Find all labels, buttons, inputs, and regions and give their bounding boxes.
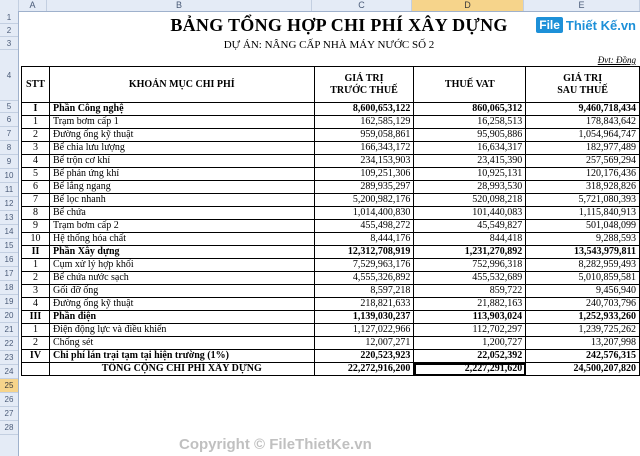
unit-label: Đvt: Đồng [597,55,636,65]
row-number[interactable]: 20 [0,309,18,323]
row-number[interactable]: 4 [0,50,18,101]
table-row [22,272,640,285]
row-pre-tax[interactable]: 8,444,176 [314,233,414,246]
row-number[interactable]: 15 [0,239,18,253]
total-pre-tax[interactable]: 22,272,916,200 [314,363,414,376]
row-stt[interactable]: 2 [22,337,50,350]
row-vat[interactable]: 10,925,131 [414,168,526,181]
row-item[interactable]: Đường ống kỹ thuật [49,129,314,142]
row-number[interactable]: 7 [0,127,18,141]
row-number[interactable]: 28 [0,421,18,435]
row-vat[interactable]: 21,882,163 [414,298,526,311]
row-item[interactable]: Điện động lực và điều khiển [49,324,314,337]
row-post-tax[interactable]: 5,721,080,393 [526,194,640,207]
row-pre-tax[interactable]: 166,343,172 [314,142,414,155]
row-vat[interactable]: 1,200,727 [414,337,526,350]
row-pre-tax[interactable]: 12,312,708,919 [314,246,414,259]
row-number[interactable]: 2 [0,24,18,37]
row-item[interactable]: Bể trộn cơ khí [49,155,314,168]
row-pre-tax[interactable]: 959,058,861 [314,129,414,142]
row-item[interactable]: Trạm bơm cấp 2 [49,220,314,233]
row-number[interactable]: 18 [0,281,18,295]
total-vat-selected-cell[interactable]: 2,227,291,620 [414,363,526,376]
header-stt[interactable]: STT [22,67,50,103]
row-item[interactable]: Bể lắng ngang [49,181,314,194]
row-number[interactable]: 19 [0,295,18,309]
row-item[interactable]: Gối đỡ ống [49,285,314,298]
row-pre-tax[interactable]: 455,498,272 [314,220,414,233]
row-number[interactable]: 24 [0,365,18,379]
row-pre-tax[interactable]: 7,529,963,176 [314,259,414,272]
table-row [22,220,640,233]
filethietke-logo [536,15,636,35]
row-number[interactable]: 12 [0,197,18,211]
row-number[interactable]: 10 [0,169,18,183]
row-post-tax[interactable]: 13,207,998 [526,337,640,350]
row-pre-tax[interactable]: 1,014,400,830 [314,207,414,220]
row-stt[interactable]: 1 [22,259,50,272]
row-pre-tax[interactable]: 1,139,030,237 [314,311,414,324]
row-number[interactable]: 6 [0,113,18,127]
row-stt[interactable]: I [22,103,50,116]
select-all-corner[interactable] [0,0,19,11]
row-pre-tax[interactable]: 5,200,982,176 [314,194,414,207]
header-pre-tax-line1: GIÁ TRỊ [344,72,384,84]
row-item[interactable]: Phần Xây dựng [49,246,314,259]
table-row [22,350,640,363]
row-post-tax[interactable]: 182,977,489 [526,142,640,155]
header-post-tax-line2: SAU THUẾ [557,84,608,96]
table-row [22,259,640,272]
row-post-tax[interactable]: 9,288,593 [526,233,640,246]
row-pre-tax[interactable]: 1,127,022,966 [314,324,414,337]
total-label[interactable]: TỔNG CỘNG CHI PHÍ XÂY DỰNG [49,363,314,376]
table-row [22,311,640,324]
row-post-tax[interactable]: 120,176,436 [526,168,640,181]
row-number[interactable]: 1 [0,11,18,24]
row-stt[interactable]: 4 [22,298,50,311]
row-vat[interactable]: 844,418 [414,233,526,246]
row-vat[interactable]: 23,415,390 [414,155,526,168]
row-stt[interactable]: 1 [22,324,50,337]
table-row [22,337,640,350]
row-vat[interactable]: 16,634,317 [414,142,526,155]
row-post-tax[interactable]: 1,054,964,747 [526,129,640,142]
total-row [22,363,640,376]
column-header-b[interactable]: B [47,0,312,11]
row-number[interactable]: 11 [0,183,18,197]
logo-text: Thiết Kế.vn [565,17,636,33]
row-item[interactable]: Hệ thống hóa chất [49,233,314,246]
row-pre-tax[interactable]: 162,585,129 [314,116,414,129]
header-post-tax-line1: GIÁ TRỊ [563,72,603,84]
row-pre-tax[interactable]: 234,153,903 [314,155,414,168]
column-header-d[interactable]: D [412,0,524,11]
column-header-e[interactable]: E [524,0,640,11]
column-header-a[interactable]: A [19,0,47,11]
row-post-tax[interactable]: 257,569,294 [526,155,640,168]
row-pre-tax[interactable]: 12,007,271 [314,337,414,350]
row-stt[interactable]: III [22,311,50,324]
header-pre-tax[interactable] [314,67,414,103]
row-post-tax[interactable]: 9,460,718,434 [526,103,640,116]
row-item[interactable]: Phần Công nghệ [49,103,314,116]
row-stt[interactable]: 1 [22,116,50,129]
row-stt[interactable]: II [22,246,50,259]
cost-table [21,66,640,376]
table-row [22,207,640,220]
row-number[interactable]: 21 [0,323,18,337]
row-stt[interactable]: 4 [22,155,50,168]
table-row [22,103,640,116]
table-row [22,129,640,142]
header-pre-tax-line2: TRƯỚC THUẾ [330,84,398,96]
column-header-c[interactable]: C [312,0,412,11]
row-stt[interactable]: 5 [22,168,50,181]
header-vat[interactable]: THUẾ VAT [414,67,526,103]
row-vat[interactable]: 45,549,827 [414,220,526,233]
row-stt[interactable]: 7 [22,194,50,207]
row-number[interactable]: 5 [0,101,18,113]
row-number[interactable]: 8 [0,141,18,155]
total-post-tax[interactable]: 24,500,207,820 [526,363,640,376]
row-item[interactable]: Bể chứa [49,207,314,220]
row-item[interactable]: Bể phản ứng khí [49,168,314,181]
table-row [22,298,640,311]
row-item[interactable]: Bể chia lưu lượng [49,142,314,155]
row-number[interactable]: 22 [0,337,18,351]
table-row [22,181,640,194]
copyright-watermark: Copyright © FileThietKe.vn [179,436,372,453]
row-vat[interactable]: 101,440,083 [414,207,526,220]
row-number-selected[interactable]: 25 [0,379,18,393]
row-header-bar [0,11,19,456]
row-item[interactable]: Bể lọc nhanh [49,194,314,207]
row-number[interactable]: 14 [0,225,18,239]
row-post-tax[interactable]: 242,576,315 [526,350,640,363]
row-post-tax[interactable]: 240,703,796 [526,298,640,311]
table-row [22,116,640,129]
row-number[interactable]: 26 [0,393,18,407]
project-subtitle: DỰ ÁN: NÂNG CẤP NHÀ MÁY NƯỚC SỐ 2 [223,39,435,51]
row-number[interactable]: 17 [0,267,18,281]
row-post-tax[interactable]: 1,252,933,260 [526,311,640,324]
row-post-tax[interactable]: 1,239,725,262 [526,324,640,337]
logo-file: File [536,17,563,33]
row-post-tax[interactable]: 5,010,859,581 [526,272,640,285]
row-number[interactable]: 16 [0,253,18,267]
row-item[interactable]: Phần điện [49,311,314,324]
row-post-tax[interactable]: 178,843,642 [526,116,640,129]
row-number[interactable]: 3 [0,37,18,50]
table-row [22,233,640,246]
table-row [22,142,640,155]
row-pre-tax[interactable]: 289,935,297 [314,181,414,194]
total-stt[interactable] [22,363,50,376]
row-pre-tax[interactable]: 4,555,326,892 [314,272,414,285]
row-vat[interactable]: 95,905,886 [414,129,526,142]
row-pre-tax[interactable]: 8,597,218 [314,285,414,298]
row-stt[interactable]: 9 [22,220,50,233]
row-stt[interactable]: 3 [22,285,50,298]
row-vat[interactable]: 1,231,270,892 [414,246,526,259]
table-row [22,324,640,337]
row-number[interactable]: 27 [0,407,18,421]
row-pre-tax[interactable]: 218,821,633 [314,298,414,311]
row-stt[interactable]: 6 [22,181,50,194]
row-vat[interactable]: 752,996,318 [414,259,526,272]
row-stt[interactable]: 2 [22,129,50,142]
table-row [22,285,640,298]
table-row [22,194,640,207]
row-vat[interactable]: 520,098,218 [414,194,526,207]
row-vat[interactable]: 859,722 [414,285,526,298]
table-row [22,246,640,259]
row-vat[interactable]: 112,702,297 [414,324,526,337]
row-stt[interactable]: 10 [22,233,50,246]
row-post-tax[interactable]: 8,282,959,493 [526,259,640,272]
row-vat[interactable]: 860,065,312 [414,103,526,116]
row-item[interactable]: Chi phí lán trại tạm tại hiện trường (1%) [49,350,314,363]
row-stt[interactable]: 2 [22,272,50,285]
row-vat[interactable]: 28,993,530 [414,181,526,194]
row-number[interactable]: 23 [0,351,18,365]
row-stt[interactable]: 8 [22,207,50,220]
row-post-tax[interactable]: 9,456,940 [526,285,640,298]
sheet-title: BẢNG TỔNG HỢP CHI PHÍ XÂY DỰNG [170,15,508,35]
row-post-tax[interactable]: 13,543,979,811 [526,246,640,259]
table-row [22,155,640,168]
row-item[interactable]: Trạm bơm cấp 1 [49,116,314,129]
column-header-bar [0,0,640,12]
header-item[interactable]: KHOẢN MỤC CHI PHÍ [49,67,314,103]
row-vat[interactable]: 113,903,024 [414,311,526,324]
header-post-tax[interactable] [526,67,640,103]
row-post-tax[interactable]: 501,048,099 [526,220,640,233]
row-post-tax[interactable]: 318,928,826 [526,181,640,194]
table-row [22,168,640,181]
row-item[interactable]: Chống sét [49,337,314,350]
row-pre-tax[interactable]: 109,251,306 [314,168,414,181]
row-stt[interactable]: IV [22,350,50,363]
row-item[interactable]: Đường ống kỹ thuật [49,298,314,311]
row-pre-tax[interactable]: 220,523,923 [314,350,414,363]
row-vat[interactable]: 455,532,689 [414,272,526,285]
row-pre-tax[interactable]: 8,600,653,122 [314,103,414,116]
row-number[interactable]: 9 [0,155,18,169]
row-vat[interactable]: 16,258,513 [414,116,526,129]
row-post-tax[interactable]: 1,115,840,913 [526,207,640,220]
row-number[interactable]: 13 [0,211,18,225]
row-item[interactable]: Cụm xử lý hợp khối [49,259,314,272]
worksheet[interactable] [19,12,640,456]
row-vat[interactable]: 22,052,392 [414,350,526,363]
row-item[interactable]: Bể chứa nước sạch [49,272,314,285]
row-stt[interactable]: 3 [22,142,50,155]
